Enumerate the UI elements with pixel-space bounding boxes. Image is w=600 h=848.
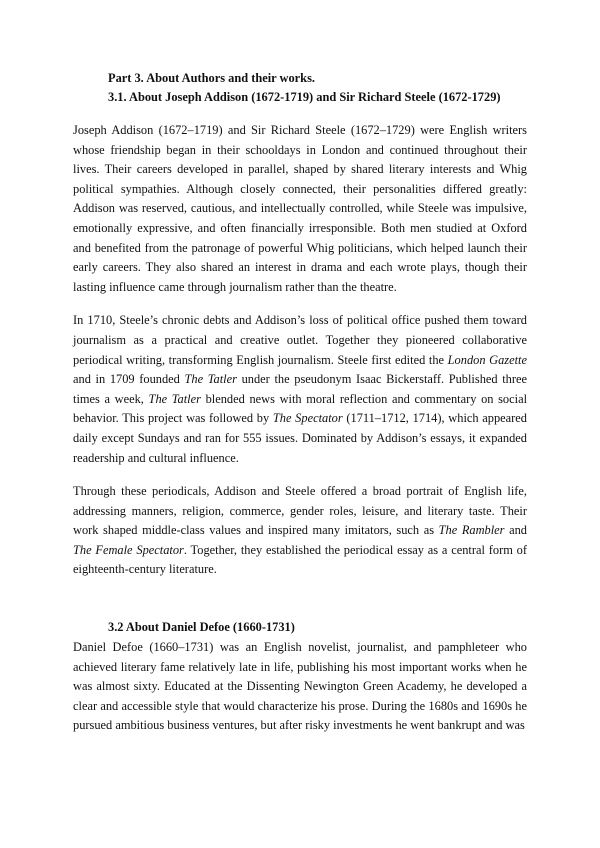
paragraph-addison-steele-intro: Joseph Addison (1672–1719) and Sir Richard Steele (1672–1729) were English writers whose friendship began in their schooldays in London and continued throughout their lives. Their careers developed in parallel, shaped by shared literary interests and Whig political sympathies. Although closely connected, their personalities differed greatly: Addison was reserved, cautious, and intellectually controlled, while Steele was impulsive, emotionally expressive, and often financially irresponsible. Both men studied at Oxford and benefited from the patronage of powerful Whig politicians, which helped launch their early careers. They also shared an interest in drama and each wrote plays, though their lasting influence came through journalism rather than the theatre. [73,123,527,294]
text-run: under the pseudonym Isaac Bickerstaff. Published three times a week, [73,372,527,406]
paragraph-periodicals [73,311,527,468]
title-the-spectator: The Spectator [272,411,343,426]
text-run: . Together, they established the periodical essay as a central form of eighteenth-century literature. [73,542,527,577]
title-the-female-spectator: The Female Spectator [73,542,184,557]
title-london-gazette: London Gazette [447,352,527,367]
text-run: and [504,523,527,538]
text-run: In 1710, Steele’s chronic debts and Addison’s loss of political office pushed them toward journalism as a practical and creative outlet. Together they pioneered collaborative periodical writing, transforming English journalism. Steele first edited the [73,313,527,367]
text-run: and in 1709 founded [73,372,185,387]
part-title: Part 3. About Authors and their works. [108,71,315,85]
paragraph-defoe-intro: Daniel Defoe (1660–1731) was an English novelist, journalist, and pamphleteer who achieved literary fame relatively late in life, publishing his most important works when he was almost sixty. Educated at the Dissenting Newington Green Academy, he developed a clear and accessible style that would characterize his prose. During the 1680s and 1690s he pursued ambitious business ventures, but after risky investments he went bankrupt and was [73,640,527,733]
section-heading-defoe: 3.2 About Daniel Defoe (1660-1731) [108,620,295,635]
text-run: (1711–1712, 1714), which appeared daily except Sundays and ran for 555 issues. Dominated by Addison’s essays, it expanded readership and cultural influence. [73,411,527,465]
title-the-tatler: The Tatler [184,372,237,387]
text-run: blended news with moral reflection and commentary on social behavior. This project was followed by [73,391,528,426]
paragraph-influence [73,482,527,580]
title-the-rambler: The Rambler [438,523,505,538]
text-run: Through these periodicals, Addison and Steele offered a broad portrait of English life, addressing manners, religion, commerce, gender roles, leisure, and literary taste. Their work shaped middle-class values and inspired many imitators, such as [73,484,527,538]
section-heading-addison-steele: 3.1. About Joseph Addison (1672-1719) and Sir Richard Steele (1672-1729) [108,90,501,104]
document-body [73,69,527,750]
title-the-tatler: The Tatler [148,391,201,406]
